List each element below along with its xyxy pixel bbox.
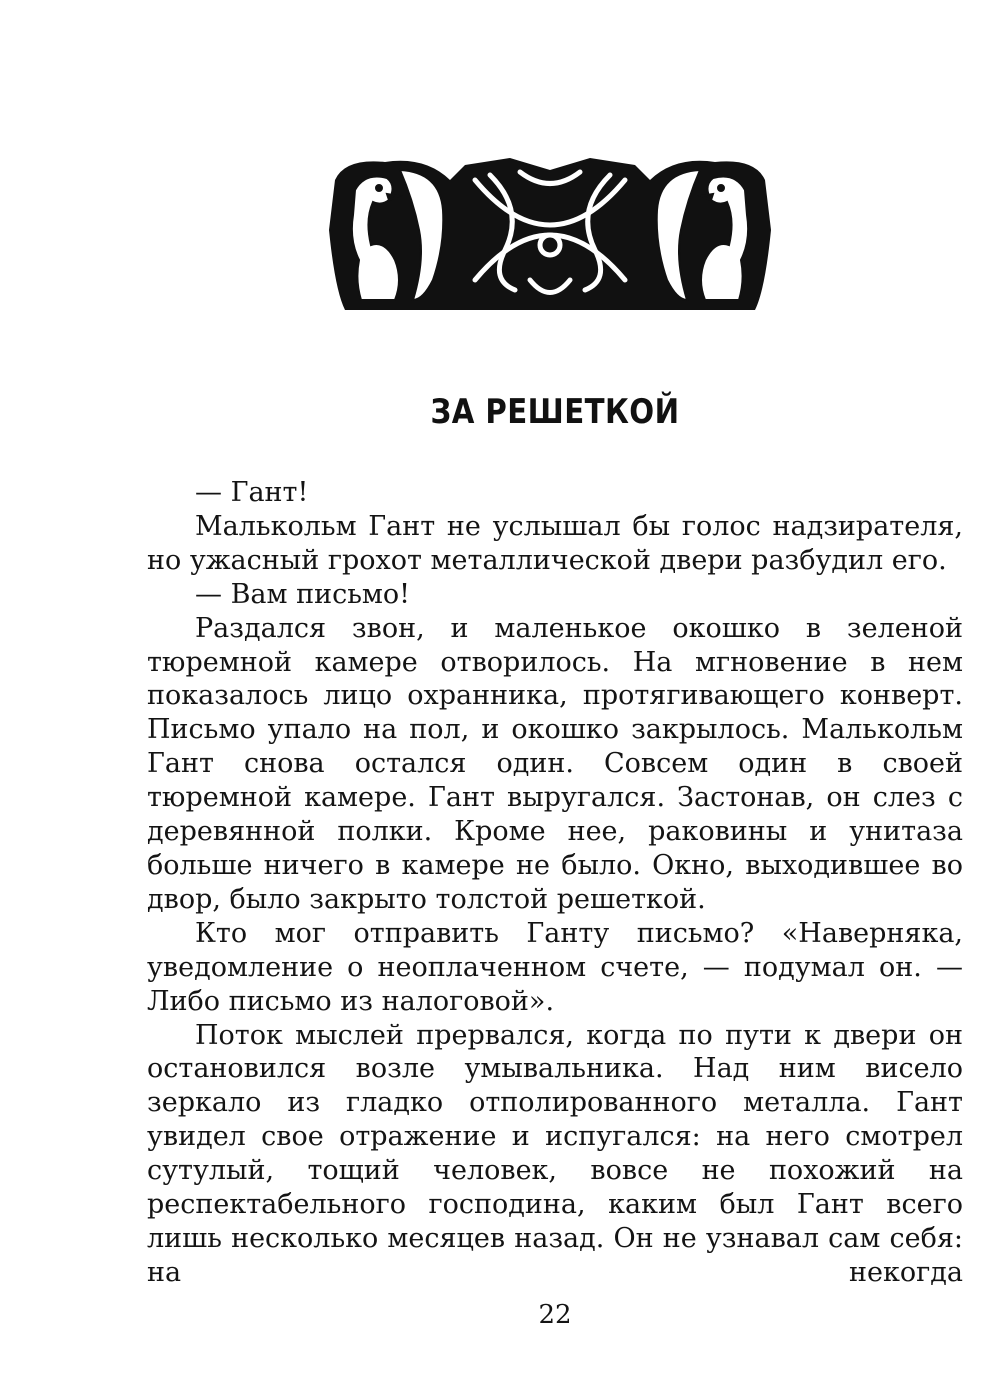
paragraph: Кто мог отправить Ганту письмо? «Наверняка, уведомление о неоплаченном счете, — подумал он. — Либо письмо из налоговой». bbox=[147, 917, 963, 1017]
paragraph: Раздался звон, и маленькое окошко в зеленой тюремной камере отворилось. На мгновение в нем показалось лицо охранника, протягивающего конверт. Письмо упало на пол, и окошко закрылось. Малькольм Гант снова остался один. Совсем один в своей тюремной камере. Гант выругался. Застонав, он слез с деревянной полки. Кроме нее, раковины и унитаза больше ничего в камере не было. Окно, выходившее во двор, было закрыто толстой решеткой. bbox=[147, 612, 963, 915]
celtic-griffin-ornament bbox=[325, 150, 775, 320]
paragraph: — Гант! bbox=[195, 477, 309, 508]
chapter-title: ЗА РЕШЕТКОЙ bbox=[430, 392, 680, 432]
paragraph: — Вам письмо! bbox=[195, 578, 411, 610]
page-number: 22 bbox=[538, 1300, 572, 1330]
paragraph: Поток мыслей прервался, когда по пути к двери он остановился возле умывальника. Над ним висело зеркало из гладко отполированного металла. Гант увидел свое отражение и испугался: на него смотрел сутулый, тощий человек, вовсе не похожий на респектабельного господина, каким был Гант всего лишь несколько месяцев назад. Он не узнавал сам себя: на некогда bbox=[147, 1019, 963, 1288]
paragraph: Малькольм Гант не услышал бы голос надзирателя, но ужасный грохот металлической двери разбудил его. bbox=[147, 510, 963, 576]
body-text bbox=[147, 476, 963, 1290]
